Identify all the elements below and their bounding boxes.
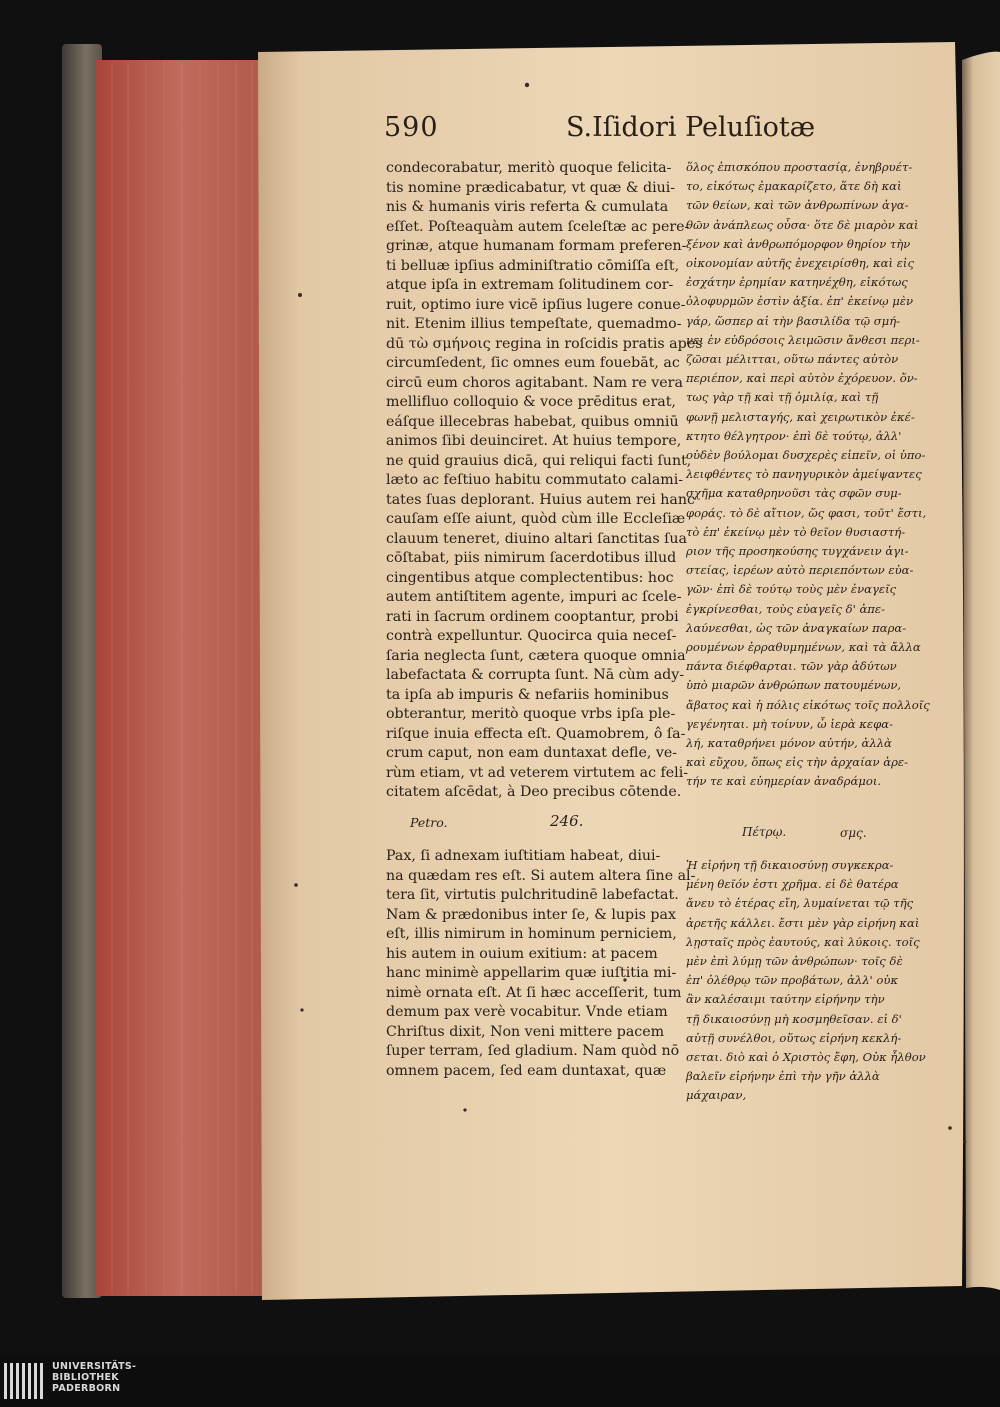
text-line: λειφθέντες τὸ πανηγυρικὸν ἀμείψαντες: [686, 467, 922, 482]
text-line: ἀρετῆς κάλλει. ἔστι μὲν γὰρ εἰρήνη καὶ: [686, 915, 920, 930]
text-line: ὅλος ἐπισκόπου προστασίᾳ, ἐνηβρυέτ-: [686, 160, 913, 174]
page-number: 590: [384, 112, 439, 143]
text-line: eſt, illis nimirum in hominum perniciem,: [386, 926, 677, 942]
letter-recipient-greek: Πέτρῳ.: [742, 825, 787, 839]
text-line: τῶν θείων, καὶ τῶν ἀνθρωπίνων ἀγα-: [686, 198, 909, 213]
text-line: mellifluo colloquio & voce prēditus erat,: [386, 394, 676, 410]
text-line: μὲν ἐπὶ λύμῃ τῶν ἀνθρώπων· τοῖς δὲ: [686, 954, 903, 968]
text-line: tera ſit, virtutis pulchritudinē labefactat.: [386, 887, 679, 903]
text-line: ſaria neglecta ſunt, cætera quoque omnia: [386, 647, 686, 664]
text-line: κτητο θέλγητρον· ἐπὶ δὲ τούτῳ, ἀλλ': [686, 428, 902, 443]
text-line: γάρ, ὥσπερ αἱ τὴν βασιλίδα τῷ σμή-: [686, 313, 901, 328]
text-line: obterantur, meritò quoque vrbs ipſa ple-: [386, 706, 676, 722]
text-line: læto ac feſtiuo habitu commutato calami-: [386, 472, 684, 488]
text-line: ἐγκρίνεσθαι, τοὺς εὐαγεῖς δ' ἀπε-: [686, 601, 886, 616]
text-line: dū τὼ σμήνοις regina in roſcidis pratis apes: [386, 335, 703, 352]
text-line: ριον τῆς προσηκούσης τυγχάνειν ἁγι-: [686, 544, 909, 558]
text-line: clauum teneret, diuino altari ſanctitas ſua: [386, 530, 688, 547]
library-logo-text: [52, 1361, 136, 1394]
letter-number-greek: σμς.: [840, 826, 867, 840]
text-line: labefactata & corrupta ſunt. Nā cùm ady-: [386, 667, 685, 683]
text-line: crum caput, non eam duntaxat defle, ve-: [386, 745, 678, 761]
text-line: περιέπον, καὶ περὶ αὐτὸν ἐχόρευον. ὄν-: [686, 371, 918, 386]
text-line: το, εἰκότως ἐμακαρίζετο, ἅτε δὴ καὶ: [686, 179, 902, 194]
logo-line: PADERBORN: [52, 1383, 121, 1394]
text-line: μένη θεῖόν ἐστι χρῆμα. εἰ δὲ θατέρα: [686, 877, 899, 892]
text-line: cōſtabat, piis nimirum ſacerdotibus illud: [386, 550, 677, 566]
text-line: citatem aſcēdat, à Deo precibus cōtende.: [386, 784, 682, 800]
text-line: βαλεῖν εἰρήνην ἐπὶ τὴν γῆν ἀλλὰ: [686, 1069, 880, 1084]
text-line: eáſque illecebras habebat, quibus omniū: [386, 413, 679, 430]
text-line: γεγένηται. μὴ τοίνυν, ὦ ἱερὰ κεφα-: [686, 716, 894, 731]
text-line: ξένον καὶ ἀνθρωπόμορφον θηρίον τὴν: [686, 236, 911, 251]
text-line: στείας, ἱερέων αὐτὸ περιεπόντων εὐα-: [686, 563, 914, 578]
text-line: na quædam res eſt. Si autem altera ſine al-: [386, 867, 696, 884]
text-line: his autem in ouium exitium: at pacem: [386, 945, 658, 962]
text-line: grinæ, atque humanam formam preferen-: [386, 238, 687, 254]
library-logo-icon: [4, 1361, 48, 1401]
text-line: nit. Etenim illius tempeſtate, quemadmo-: [386, 316, 682, 332]
text-line: τὸ ἐπ' ἐκείνῳ μὲν τὸ θεῖον θυσιαστή-: [686, 524, 906, 539]
logo-line: UNIVERSITÄTS-: [52, 1361, 137, 1372]
text-line: tis nomine prædicabatur, vt quæ & diui-: [386, 179, 676, 196]
text-line: Chriſtus dixit, Non veni mittere pacem: [386, 1023, 665, 1040]
text-line: ἐπ' ὀλέθρῳ τῶν προβάτων, ἀλλ' οὐκ: [686, 973, 899, 988]
text-line: ruit, optimo iure vicē ipſius lugere conue-: [386, 296, 686, 313]
text-line: φωνῇ μελισταγής, καὶ χειρωτικὸν ἐκέ-: [686, 409, 915, 424]
text-line: τῇ δικαιοσύνῃ μὴ κοσμηθεῖσαν. εἰ δ': [686, 1011, 902, 1026]
text-line: ἐσχάτην ἐρημίαν κατηνέχθη, εἰκότως: [686, 275, 908, 290]
text-line: οἰκονομίαν αὐτῆς ἐνεχειρίσθη, καὶ εἰς: [686, 256, 914, 270]
text-line: ἄνευ τὸ ἑτέρας εἴη, λυμαίνεται τῷ τῆς: [686, 896, 914, 911]
library-footer: [0, 1357, 1000, 1407]
text-line: ζῶσαι μέλιτται, οὕτω πάντες αὐτὸν: [686, 352, 899, 366]
text-line: λαύνεσθαι, ὡς τῶν ἀναγκαίων παρα-: [686, 620, 907, 635]
text-line: ne quid grauius dicā, qui reliqui facti ſunt,: [386, 452, 692, 469]
letter-recipient-latin: Petro.: [410, 815, 448, 830]
text-line: θῶν ἀνάπλεως οὖσα· ὅτε δὲ μιαρὸν καὶ: [686, 217, 919, 232]
text-line: autem antiſtitem agente, impuri ac ſcele-: [386, 589, 682, 605]
text-line: ἂν καλέσαιμι ταύτην εἰρήνην τὴν: [686, 992, 885, 1007]
text-line: riſque inuia effecta eſt. Quamobrem, ô ſa-: [386, 725, 686, 742]
text-line: cingentibus atque complectentibus: hoc: [386, 569, 674, 586]
text-line: καὶ εὔχου, ὅπως εἰς τὴν ἀρχαίαν ἀρε-: [686, 755, 909, 770]
text-line: ὑπὸ μιαρῶν ἀνθρώπων πατουμένων,: [686, 678, 902, 693]
text-line: πάντα διέφθαρται. τῶν γὰρ ἀδύτων: [686, 659, 897, 674]
text-line: ὀλοφυρμῶν ἐστὶν ἀξία. ἐπ' ἐκείνῳ μὲν: [686, 294, 914, 309]
text-line: σεται. διὸ καὶ ὁ Χριστὸς ἔφη, Οὐκ ἦλθον: [686, 1050, 926, 1064]
text-line: Nam & prædonibus inter ſe, & lupis pax: [386, 906, 676, 923]
text-line: φοράς. τὸ δὲ αἴτιον, ὥς φασι, τοῦτ' ἔστι,: [686, 505, 927, 520]
text-line: ρουμένων ἐρραθυμημένων, καὶ τὰ ἄλλα: [686, 640, 921, 654]
text-line: cauſam eſſe aiunt, quòd cùm ille Eccleſiæ: [386, 511, 686, 527]
text-line: Pax, ſi adnexam iuſtitiam habeat, diui-: [386, 848, 661, 864]
text-line: τως γὰρ τῇ καὶ τῇ ὁμιλίᾳ, καὶ τῇ: [686, 390, 879, 405]
text-line: rùm etiam, vt ad veterem virtutem ac feli-: [386, 764, 689, 781]
text-line: circū eum choros agitabant. Nam re vera: [386, 374, 683, 391]
text-line: ti belluæ ipſius adminiſtratio cōmiſſa eſt,: [386, 257, 680, 274]
letter-number-latin: 246.: [550, 812, 584, 830]
text-line: atque ipſa in extremam ſolitudinem cor-: [386, 277, 674, 293]
text-line: μάχαιραν,: [686, 1088, 747, 1103]
running-title: S.Iſidori Peluſiotæ: [566, 112, 816, 143]
text-line: animos ſibi deuinciret. At huius tempore,: [386, 433, 682, 449]
text-line: demum pax verè vocabitur. Vnde etiam: [386, 1004, 668, 1020]
text-line: rati in ſacrum ordinem cooptantur, probi: [386, 608, 679, 625]
text-line: contrà expelluntur. Quocirca quia neceſ-: [386, 628, 677, 644]
text-line: omnem pacem, ſed eam duntaxat, quæ: [386, 1062, 667, 1079]
text-line: οὐδὲν βούλομαι δυσχερὲς εἰπεῖν, οἱ ὑπο-: [686, 448, 926, 462]
text-line: ſuper terram, ſed gladium. Nam quòd nō: [386, 1043, 680, 1059]
text-line: νει ἐν εὐδρόσοις λειμῶσιν ἄνθεσι περι-: [686, 332, 920, 347]
text-line: Ἡ εἰρήνη τῇ δικαιοσύνῃ συγκεκρα-: [686, 858, 894, 872]
text-line: λή, καταθρήνει μόνον αὐτήν, ἀλλὰ: [686, 736, 892, 750]
logo-line: BIBLIOTHEK: [52, 1372, 119, 1383]
text-line: tates ſuas deplorant. Huius autem rei hanc: [386, 491, 695, 508]
text-line: nimè ornata eſt. At ſi hæc acceſſerit, tum: [386, 984, 682, 1001]
text-line: nis & humanis viris referta & cumulata: [386, 199, 669, 215]
text-line: eſſet. Poſteaquàm autem ſceleſtæ ac pere-: [386, 218, 690, 235]
text-line: condecorabatur, meritò quoque felicita-: [386, 160, 672, 176]
text-line: γῶν· ἐπὶ δὲ τούτῳ τοὺς μὲν ἐναγεῖς: [686, 582, 897, 597]
text-line: λῃσταῖς πρὸς ἑαυτούς, καὶ λύκοις. τοῖς: [686, 934, 920, 949]
text-line: ἄβατος καὶ ἡ πόλις εἰκότως τοῖς πολλοῖς: [686, 697, 930, 712]
text-line: ta ipſa ab impuris & nefariis hominibus: [386, 686, 669, 703]
text-line: τήν τε καὶ εὐημερίαν ἀναδράμοι.: [686, 774, 882, 789]
text-line: hanc minimè appellarim quæ iuſtitia mi-: [386, 965, 677, 981]
text-line: circumſedent, ſic omnes eum fouebāt, ac: [386, 355, 680, 371]
text-line: αὐτῇ συνέλθοι, οὕτως εἰρήνη κεκλή-: [686, 1030, 902, 1045]
text-line: σχῆμα καταθρηνοῦσι τὰς σφῶν συμ-: [686, 486, 902, 501]
